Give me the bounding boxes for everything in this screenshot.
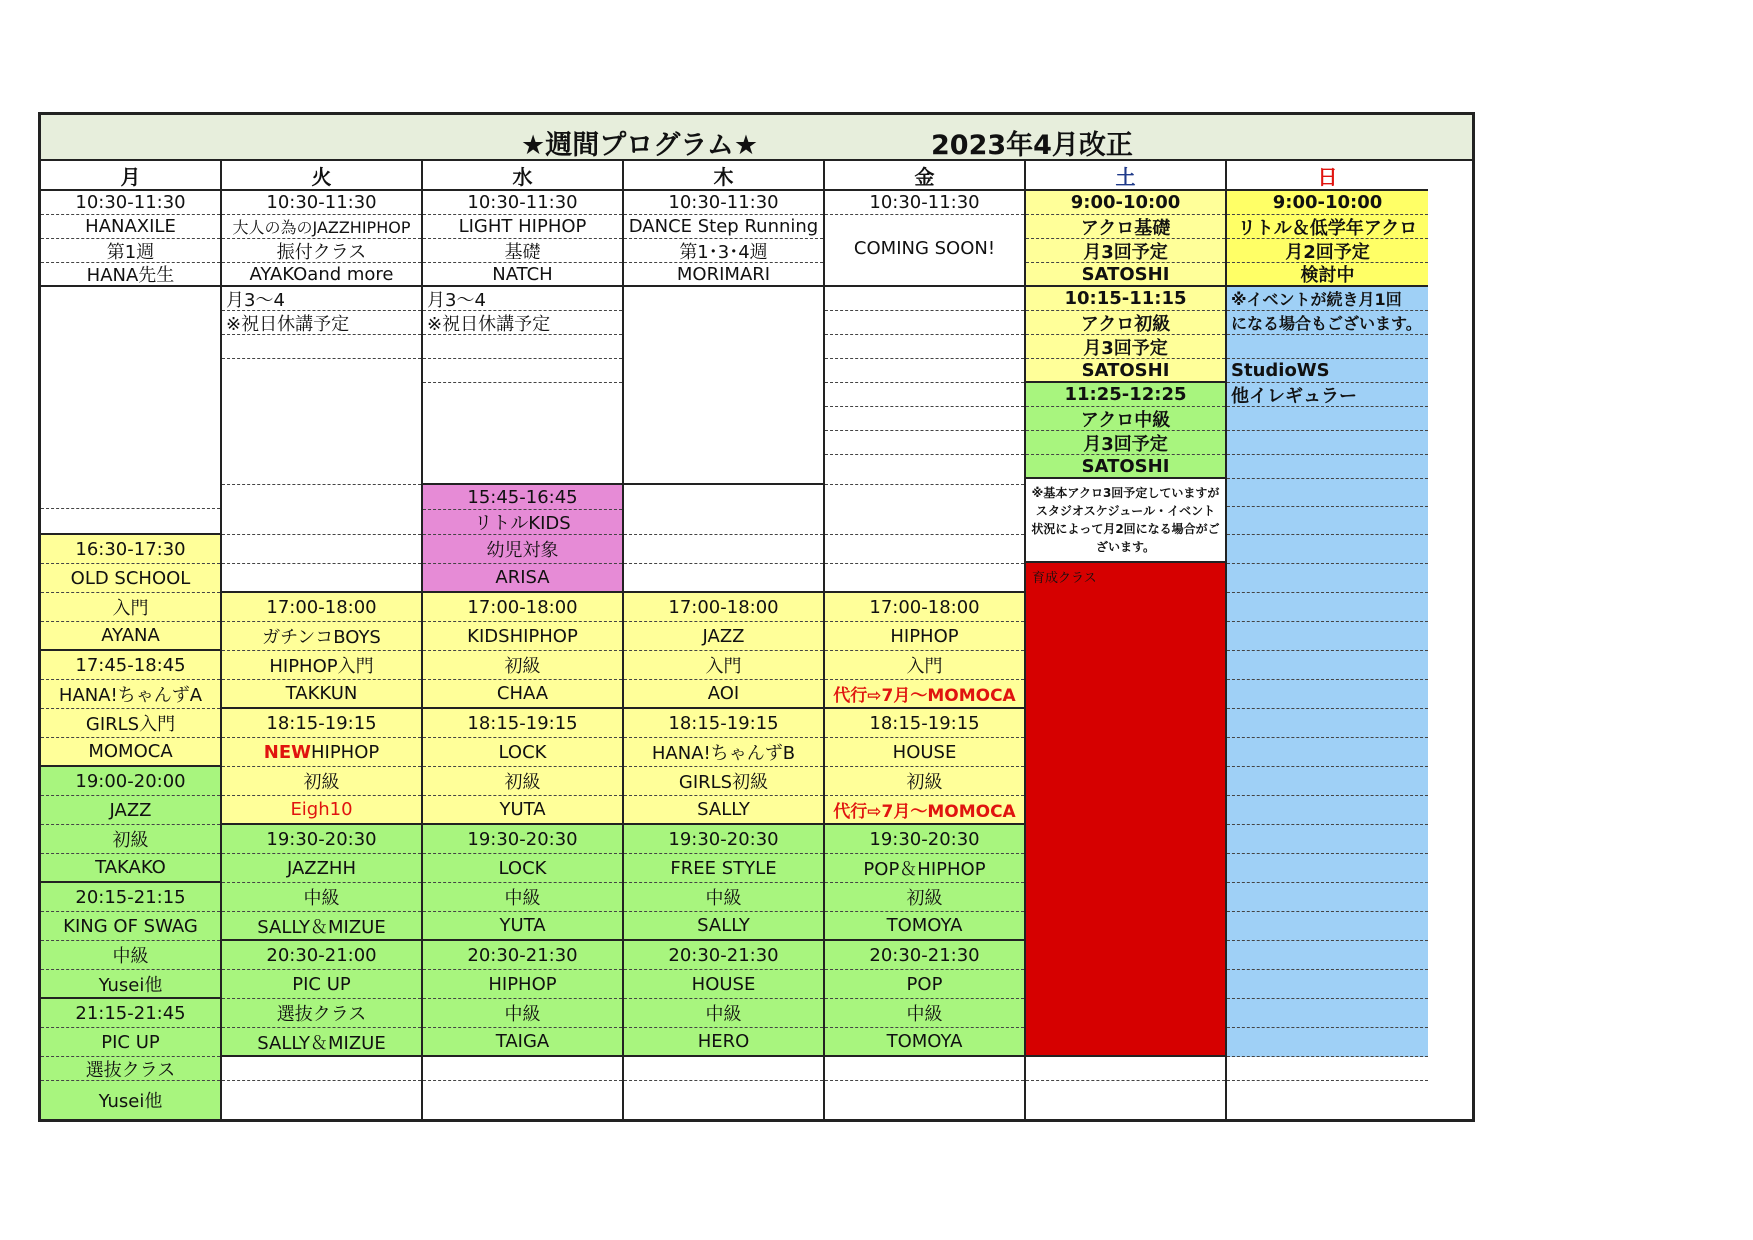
fri-c-class: HOUSE — [825, 738, 1024, 767]
column-sunday — [1227, 161, 1472, 1119]
fri-a-time: 10:30-11:30 — [825, 191, 1024, 215]
thu-a-teacher: MORIMARI — [624, 263, 823, 287]
mon-e-class: KING OF SWAG — [41, 912, 220, 941]
thu-a-time: 10:30-11:30 — [624, 191, 823, 215]
sun-blank-19 — [1227, 883, 1428, 912]
sun-blank-2 — [1227, 407, 1428, 431]
wed-k-teacher: ARISA — [423, 564, 622, 593]
sun-blank-17 — [1227, 825, 1428, 854]
tue-d-teacher: SALLY＆MIZUE — [222, 912, 421, 941]
wed-b-level: 初級 — [423, 651, 622, 680]
weekly-schedule-sheet — [38, 112, 1475, 1122]
column-wednesday — [423, 161, 624, 1119]
sat-b-teacher: SATOSHI — [1026, 359, 1225, 383]
thu-b-level: 入門 — [624, 651, 823, 680]
fri-empty-10 — [825, 535, 1024, 564]
wed-e-time: 20:30-21:30 — [423, 941, 622, 970]
mon-a-teacher: HANA先生 — [41, 263, 220, 287]
sun-blank-4 — [1227, 455, 1428, 479]
sun-a-level: 月2回予定 — [1227, 239, 1428, 263]
column-saturday — [1026, 161, 1227, 1119]
thu-c-class: HANA!ちゃんずB — [624, 738, 823, 767]
thu-d-level: 中級 — [624, 883, 823, 912]
tue-a-teacher: AYAKOand more — [222, 263, 421, 287]
sun-blank-6 — [1227, 507, 1428, 535]
wed-a-class: LIGHT HIPHOP — [423, 215, 622, 239]
fri-b-teacher: 代行⇨7月～MOMOCA — [825, 680, 1024, 709]
title-bar — [41, 115, 1472, 161]
tue-c-class-cell — [222, 738, 421, 767]
thu-b-teacher: AOI — [624, 680, 823, 709]
revision-label: 2023年4月改正 — [931, 130, 1133, 161]
wed-c-teacher: YUTA — [423, 796, 622, 825]
sun-blank-3 — [1227, 431, 1428, 455]
fri-e-time: 20:30-21:30 — [825, 941, 1024, 970]
wed-note-frequency: 月3～4 — [423, 287, 622, 311]
wed-note-holiday: ※祝日休講予定 — [423, 311, 622, 335]
thu-empty-3 — [624, 535, 823, 564]
day-header-thu: 木 — [624, 161, 823, 191]
schedule-grid — [41, 161, 1472, 1119]
mon-empty-2 — [41, 509, 220, 535]
wed-e-teacher: TAIGA — [423, 1028, 622, 1057]
wed-a-level: 基礎 — [423, 239, 622, 263]
thu-e-teacher: HERO — [624, 1028, 823, 1057]
sun-blank-5 — [1227, 479, 1428, 507]
wed-c-level: 初級 — [423, 767, 622, 796]
sun-blank-21 — [1227, 941, 1428, 970]
sun-note-event-2: になる場合もございます。 — [1227, 311, 1428, 335]
sun-blank-16 — [1227, 796, 1428, 825]
sun-irregular: 他イレギュラー — [1227, 383, 1428, 407]
tue-e-time: 20:30-21:00 — [222, 941, 421, 970]
mon-e-time: 20:15-21:15 — [41, 883, 220, 912]
sun-blank-1 — [1227, 335, 1428, 359]
sun-blank-15 — [1227, 767, 1428, 796]
day-header-fri: 金 — [825, 161, 1024, 191]
mon-empty-1 — [41, 287, 220, 509]
fri-a-class: COMING SOON! — [853, 237, 996, 259]
sun-blank-18 — [1227, 854, 1428, 883]
sat-c-time: 11:25-12:25 — [1026, 383, 1225, 407]
mon-d-time: 19:00-20:00 — [41, 767, 220, 796]
sun-empty-2 — [1227, 1081, 1428, 1119]
sun-blank-23 — [1227, 999, 1428, 1028]
page-title: ★週間プログラム★ — [521, 130, 759, 161]
thu-c-time: 18:15-19:15 — [624, 709, 823, 738]
tue-b-time: 17:00-18:00 — [222, 593, 421, 622]
mon-c-teacher: MOMOCA — [41, 738, 220, 767]
day-header-sun: 日 — [1227, 161, 1428, 191]
wed-k-class: リトルKIDS — [423, 510, 622, 535]
fri-b-class: HIPHOP — [825, 622, 1024, 651]
sun-note-event-1: ※イベントが続き月1回 — [1227, 287, 1428, 311]
mon-f-teacher: Yusei他 — [41, 1081, 220, 1119]
mon-c-level: GIRLS入門 — [41, 709, 220, 738]
fri-empty-13 — [825, 1081, 1024, 1119]
sun-blank-14 — [1227, 738, 1428, 767]
fri-empty-9 — [825, 485, 1024, 535]
tue-empty-4 — [222, 535, 421, 564]
mon-c-class: HANA!ちゃんずA — [41, 680, 220, 709]
sat-a-time: 9:00-10:00 — [1026, 191, 1225, 215]
tue-c-time: 18:15-19:15 — [222, 709, 421, 738]
tue-empty-1 — [222, 335, 421, 359]
tue-b-teacher: TAKKUN — [222, 680, 421, 709]
fri-empty-6 — [825, 407, 1024, 431]
wed-d-class: LOCK — [423, 854, 622, 883]
wed-empty-5 — [423, 1081, 622, 1119]
wed-a-time: 10:30-11:30 — [423, 191, 622, 215]
tue-d-level: 中級 — [222, 883, 421, 912]
mon-b-level: 入門 — [41, 593, 220, 622]
wed-b-class: KIDSHIPHOP — [423, 622, 622, 651]
mon-e-level: 中級 — [41, 941, 220, 970]
sun-blank-12 — [1227, 680, 1428, 709]
sat-empty-2 — [1026, 1081, 1225, 1119]
mon-f-level: 選抜クラス — [41, 1057, 220, 1081]
tue-empty-5 — [222, 564, 421, 593]
fri-empty-7 — [825, 431, 1024, 455]
column-friday — [825, 161, 1026, 1119]
mon-b-class: OLD SCHOOL — [41, 564, 220, 593]
new-badge: NEW — [263, 741, 311, 763]
tue-c-class: HIPHOP — [310, 741, 380, 763]
thu-empty-2 — [624, 485, 823, 535]
column-monday — [41, 161, 222, 1119]
fri-d-level: 初級 — [825, 883, 1024, 912]
wed-empty-2 — [423, 359, 622, 383]
wed-e-class: HIPHOP — [423, 970, 622, 999]
fri-d-teacher: TOMOYA — [825, 912, 1024, 941]
thu-d-time: 19:30-20:30 — [624, 825, 823, 854]
fri-empty-4 — [825, 359, 1024, 383]
sun-blank-7 — [1227, 535, 1428, 564]
wed-b-time: 17:00-18:00 — [423, 593, 622, 622]
wed-a-teacher: NATCH — [423, 263, 622, 287]
fri-empty-12 — [825, 1057, 1024, 1081]
sat-c-class: アクロ中級 — [1026, 407, 1225, 431]
mon-e-teacher: Yusei他 — [41, 970, 220, 999]
wed-k-level: 幼児対象 — [423, 535, 622, 564]
sun-a-class: リトル＆低学年アクロ — [1227, 215, 1428, 239]
thu-d-teacher: SALLY — [624, 912, 823, 941]
tue-empty-6 — [222, 1057, 421, 1081]
thu-empty-5 — [624, 1057, 823, 1081]
mon-a-time: 10:30-11:30 — [41, 191, 220, 215]
tue-empty-3 — [222, 485, 421, 535]
sat-c-level: 月3回予定 — [1026, 431, 1225, 455]
thu-a-class: DANCE Step Running — [624, 215, 823, 239]
fri-e-level: 中級 — [825, 999, 1024, 1028]
tue-e-level: 選抜クラス — [222, 999, 421, 1028]
wed-b-teacher: CHAA — [423, 680, 622, 709]
wed-empty-3 — [423, 383, 622, 485]
thu-empty-6 — [624, 1081, 823, 1119]
thu-c-level: GIRLS初級 — [624, 767, 823, 796]
mon-d-class: JAZZ — [41, 796, 220, 825]
wed-d-level: 中級 — [423, 883, 622, 912]
mon-f-class: PIC UP — [41, 1028, 220, 1057]
fri-c-time: 18:15-19:15 — [825, 709, 1024, 738]
fri-b-level: 入門 — [825, 651, 1024, 680]
fri-d-time: 19:30-20:30 — [825, 825, 1024, 854]
mon-b-time: 16:30-17:30 — [41, 535, 220, 564]
wed-d-time: 19:30-20:30 — [423, 825, 622, 854]
thu-empty-4 — [624, 564, 823, 593]
sun-empty-1 — [1227, 1057, 1428, 1081]
sun-blank-11 — [1227, 651, 1428, 680]
sat-training-class: 育成クラス — [1026, 563, 1225, 1057]
tue-empty-2 — [222, 359, 421, 485]
sun-a-teacher: 検討中 — [1227, 263, 1428, 287]
sat-a-level: 月3回予定 — [1026, 239, 1225, 263]
tue-c-level: 初級 — [222, 767, 421, 796]
wed-e-level: 中級 — [423, 999, 622, 1028]
tue-b-class: ガチンコBOYS — [222, 622, 421, 651]
wed-d-teacher: YUTA — [423, 912, 622, 941]
fri-empty-8 — [825, 455, 1024, 485]
thu-c-teacher: SALLY — [624, 796, 823, 825]
wed-empty-4 — [423, 1057, 622, 1081]
thu-d-class: FREE STYLE — [624, 854, 823, 883]
tue-a-class: 大人の為のJAZZHIPHOP — [222, 215, 421, 239]
thu-e-level: 中級 — [624, 999, 823, 1028]
sun-blank-24 — [1227, 1028, 1428, 1057]
sat-a-teacher: SATOSHI — [1026, 263, 1225, 287]
mon-b-teacher: AYANA — [41, 622, 220, 651]
sun-blank-13 — [1227, 709, 1428, 738]
fri-c-teacher: 代行⇨7月～MOMOCA — [825, 796, 1024, 825]
fri-empty-5 — [825, 383, 1024, 407]
tue-note-holiday: ※祝日休講予定 — [222, 311, 421, 335]
sun-blank-22 — [1227, 970, 1428, 999]
tue-a-time: 10:30-11:30 — [222, 191, 421, 215]
tue-c-teacher: Eigh10 — [222, 796, 421, 825]
thu-b-time: 17:00-18:00 — [624, 593, 823, 622]
fri-c-level: 初級 — [825, 767, 1024, 796]
sun-a-time: 9:00-10:00 — [1227, 191, 1428, 215]
wed-c-time: 18:15-19:15 — [423, 709, 622, 738]
sun-blank-10 — [1227, 622, 1428, 651]
tue-e-teacher: SALLY＆MIZUE — [222, 1028, 421, 1057]
fri-e-class: POP — [825, 970, 1024, 999]
tue-note-frequency: 月3～4 — [222, 287, 421, 311]
tue-e-class: PIC UP — [222, 970, 421, 999]
fri-b-time: 17:00-18:00 — [825, 593, 1024, 622]
day-header-wed: 水 — [423, 161, 622, 191]
sat-empty-1 — [1026, 1057, 1225, 1081]
sat-c-teacher: SATOSHI — [1026, 455, 1225, 479]
tue-d-time: 19:30-20:30 — [222, 825, 421, 854]
sun-blank-20 — [1227, 912, 1428, 941]
tue-d-class: JAZZHH — [222, 854, 421, 883]
column-tuesday — [222, 161, 423, 1119]
sat-b-time: 10:15-11:15 — [1026, 287, 1225, 311]
sun-studio-ws: StudioWS — [1227, 359, 1428, 383]
sat-b-level: 月3回予定 — [1026, 335, 1225, 359]
sat-b-class: アクロ初級 — [1026, 311, 1225, 335]
sat-a-class: アクロ基礎 — [1026, 215, 1225, 239]
thu-e-class: HOUSE — [624, 970, 823, 999]
mon-d-teacher: TAKAKO — [41, 854, 220, 883]
fri-empty-11 — [825, 564, 1024, 593]
day-header-mon: 月 — [41, 161, 220, 191]
fri-a-empty — [825, 263, 1024, 287]
wed-c-class: LOCK — [423, 738, 622, 767]
mon-d-level: 初級 — [41, 825, 220, 854]
day-header-sat: 土 — [1026, 161, 1225, 191]
wed-k-time: 15:45-16:45 — [423, 485, 622, 510]
tue-a-level: 振付クラス — [222, 239, 421, 263]
day-header-tue: 火 — [222, 161, 421, 191]
mon-a-class: HANAXILE — [41, 215, 220, 239]
thu-empty-1 — [624, 287, 823, 485]
fri-empty-3 — [825, 335, 1024, 359]
mon-f-time: 21:15-21:45 — [41, 999, 220, 1028]
sat-acro-note: ※基本アクロ3回予定していますがスタジオスケジュール・イベント状況によって月2回になる場合がございます。 — [1026, 479, 1225, 563]
tue-empty-7 — [222, 1081, 421, 1119]
sun-blank-9 — [1227, 593, 1428, 622]
fri-e-teacher: TOMOYA — [825, 1028, 1024, 1057]
thu-b-class: JAZZ — [624, 622, 823, 651]
column-thursday — [624, 161, 825, 1119]
wed-empty-1 — [423, 335, 622, 359]
mon-c-time: 17:45-18:45 — [41, 651, 220, 680]
fri-d-class: POP＆HIPHOP — [825, 854, 1024, 883]
tue-b-level: HIPHOP入門 — [222, 651, 421, 680]
fri-empty-1 — [825, 287, 1024, 311]
mon-a-level: 第1週 — [41, 239, 220, 263]
sun-blank-8 — [1227, 564, 1428, 593]
fri-empty-2 — [825, 311, 1024, 335]
thu-a-level: 第1･3･4週 — [624, 239, 823, 263]
thu-e-time: 20:30-21:30 — [624, 941, 823, 970]
